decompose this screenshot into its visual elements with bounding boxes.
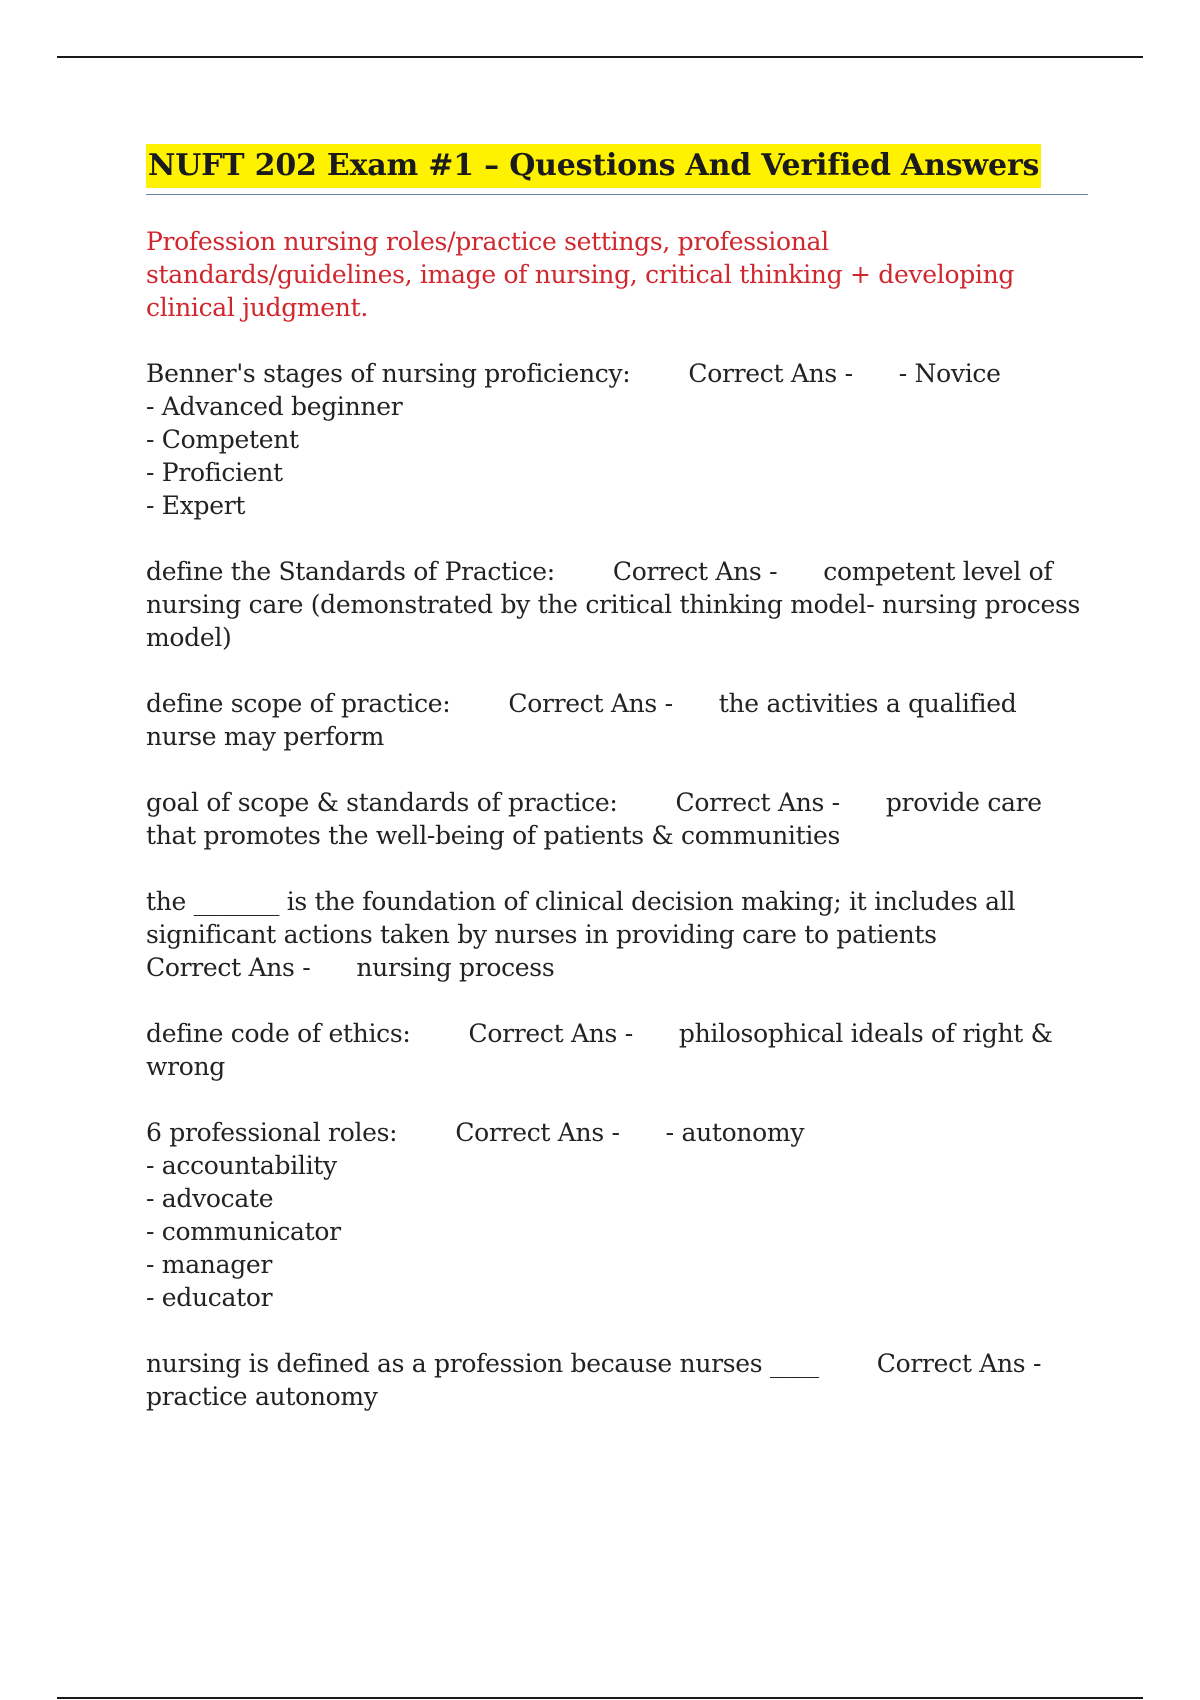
document-body (146, 144, 1088, 1446)
qa-item-1 (146, 357, 1088, 522)
answer-label: Correct Ans - (876, 1349, 1042, 1378)
question-text: define the Standards of Practice: (146, 557, 555, 586)
answer-text: competent level of nursing care (demonstrated by the critical thinking model- nursing process model) (146, 557, 1081, 652)
title-block (146, 144, 1088, 195)
answer-row (146, 951, 1088, 984)
answer-line: - Competent (146, 425, 299, 454)
answer-text: - autonomy (665, 1118, 805, 1147)
question-text: Benner's stages of nursing proficiency: (146, 359, 631, 388)
question-text: nursing is defined as a profession because nurses ____ (146, 1349, 819, 1378)
answer-text: - Novice (898, 359, 1001, 388)
answer-line: - accountability (146, 1151, 337, 1180)
answer-label: Correct Ans - (675, 788, 840, 817)
answer-text: nursing process (356, 953, 555, 982)
answer-line: - manager (146, 1250, 273, 1279)
answer-label: Correct Ans - (468, 1019, 633, 1048)
question-text: define scope of practice: (146, 689, 451, 718)
answer-text: the activities a qualified nurse may perform (146, 689, 1017, 751)
answer-text: provide care that promotes the well-being of patients & communities (146, 788, 1042, 850)
answer-text: philosophical ideals of right & wrong (146, 1019, 1053, 1081)
qa-item-3 (146, 687, 1088, 753)
answer-text: practice autonomy (146, 1382, 378, 1411)
answer-line: - Advanced beginner (146, 392, 403, 421)
answer-label: Correct Ans - (146, 953, 311, 982)
qa-item-5 (146, 885, 1088, 984)
question-text: the _______ is the foundation of clinical decision making; it includes all significant actions taken by nurses in providing care to patients (146, 887, 1016, 949)
question-text: define code of ethics: (146, 1019, 411, 1048)
answer-line: - Expert (146, 491, 246, 520)
answer-label: Correct Ans - (612, 557, 778, 586)
answer-label: Correct Ans - (508, 689, 673, 718)
qa-item-2 (146, 555, 1088, 654)
answer-label: Correct Ans - (688, 359, 853, 388)
qa-item-6 (146, 1017, 1088, 1083)
bottom-rule (57, 1697, 1143, 1699)
document-subtitle: Profession nursing roles/practice settings, professional standards/guidelines, image of nursing, critical thinking + developing clinical judgment. (146, 227, 1015, 322)
answer-line: - Proficient (146, 458, 283, 487)
qa-item-8 (146, 1347, 1088, 1413)
qa-item-4 (146, 786, 1088, 852)
qa-item-7 (146, 1116, 1088, 1314)
question-text: goal of scope & standards of practice: (146, 788, 618, 817)
document-title: NUFT 202 Exam #1 – Questions And Verified Answers (146, 144, 1041, 188)
answer-label: Correct Ans - (455, 1118, 620, 1147)
answer-line: - educator (146, 1283, 273, 1312)
answer-line: - advocate (146, 1184, 274, 1213)
answer-line: - communicator (146, 1217, 341, 1246)
question-text: 6 professional roles: (146, 1118, 398, 1147)
top-rule (57, 56, 1143, 58)
